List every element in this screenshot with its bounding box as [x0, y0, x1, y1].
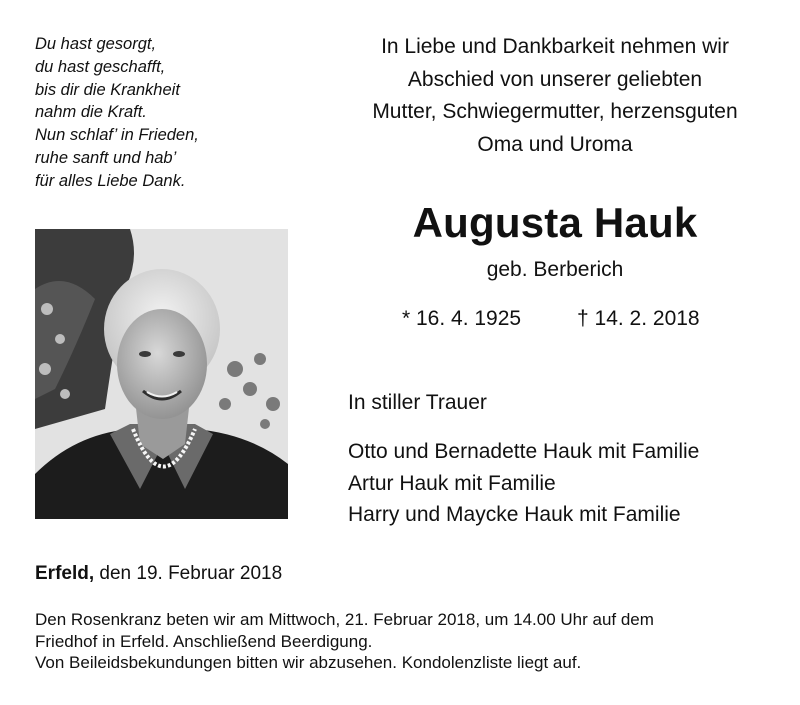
notice-line: Von Beileidsbekundungen bitten wir abzusehen. Kondolenzliste liegt auf.	[35, 653, 582, 672]
deceased-name: Augusta Hauk	[412, 199, 698, 246]
intro-line: Oma und Uroma	[477, 132, 633, 156]
poem-line: Nun schlaf’ in Frieden,	[35, 126, 199, 145]
poem-line: ruhe sanft und hab’	[35, 148, 177, 167]
poem-line: bis dir die Krankheit	[35, 80, 180, 99]
funeral-notice	[35, 609, 654, 674]
poem-line: für alles Liebe Dank.	[35, 171, 186, 190]
intro-line: Abschied von unserer geliebten	[407, 67, 703, 91]
poem-line: nahm die Kraft.	[35, 103, 147, 122]
death-date: † 14. 2. 2018	[577, 307, 700, 330]
intro-text	[330, 31, 780, 161]
birth-name: geb. Berberich	[486, 258, 624, 281]
intro-line: Mutter, Schwiegermutter, herzensguten	[372, 100, 738, 123]
notice-line: Den Rosenkranz beten wir am Mittwoch, 21. Februar 2018, um 14.00 Uhr auf dem	[35, 610, 654, 629]
date-text: den 19. Februar 2018	[94, 563, 283, 584]
portrait-photo	[35, 229, 288, 519]
poem-line: Du hast gesorgt,	[35, 35, 157, 53]
mourner-families	[348, 436, 699, 531]
notice-line: Friedhof in Erfeld. Anschließend Beerdigung.	[35, 631, 373, 651]
birth-date: * 16. 4. 1925	[402, 307, 522, 330]
family-line: Artur Hauk mit Familie	[348, 471, 556, 495]
poem	[35, 33, 199, 193]
family-line: Otto und Bernadette Hauk mit Familie	[348, 440, 700, 463]
intro-line: In Liebe und Dankbarkeit nehmen wir	[381, 35, 729, 58]
place-name: Erfeld,	[35, 563, 95, 584]
poem-line: du hast geschafft,	[35, 57, 166, 76]
place-date	[35, 562, 282, 586]
mourning-heading: In stiller Trauer	[348, 391, 487, 414]
family-line: Harry und Maycke Hauk mit Familie	[348, 503, 681, 526]
